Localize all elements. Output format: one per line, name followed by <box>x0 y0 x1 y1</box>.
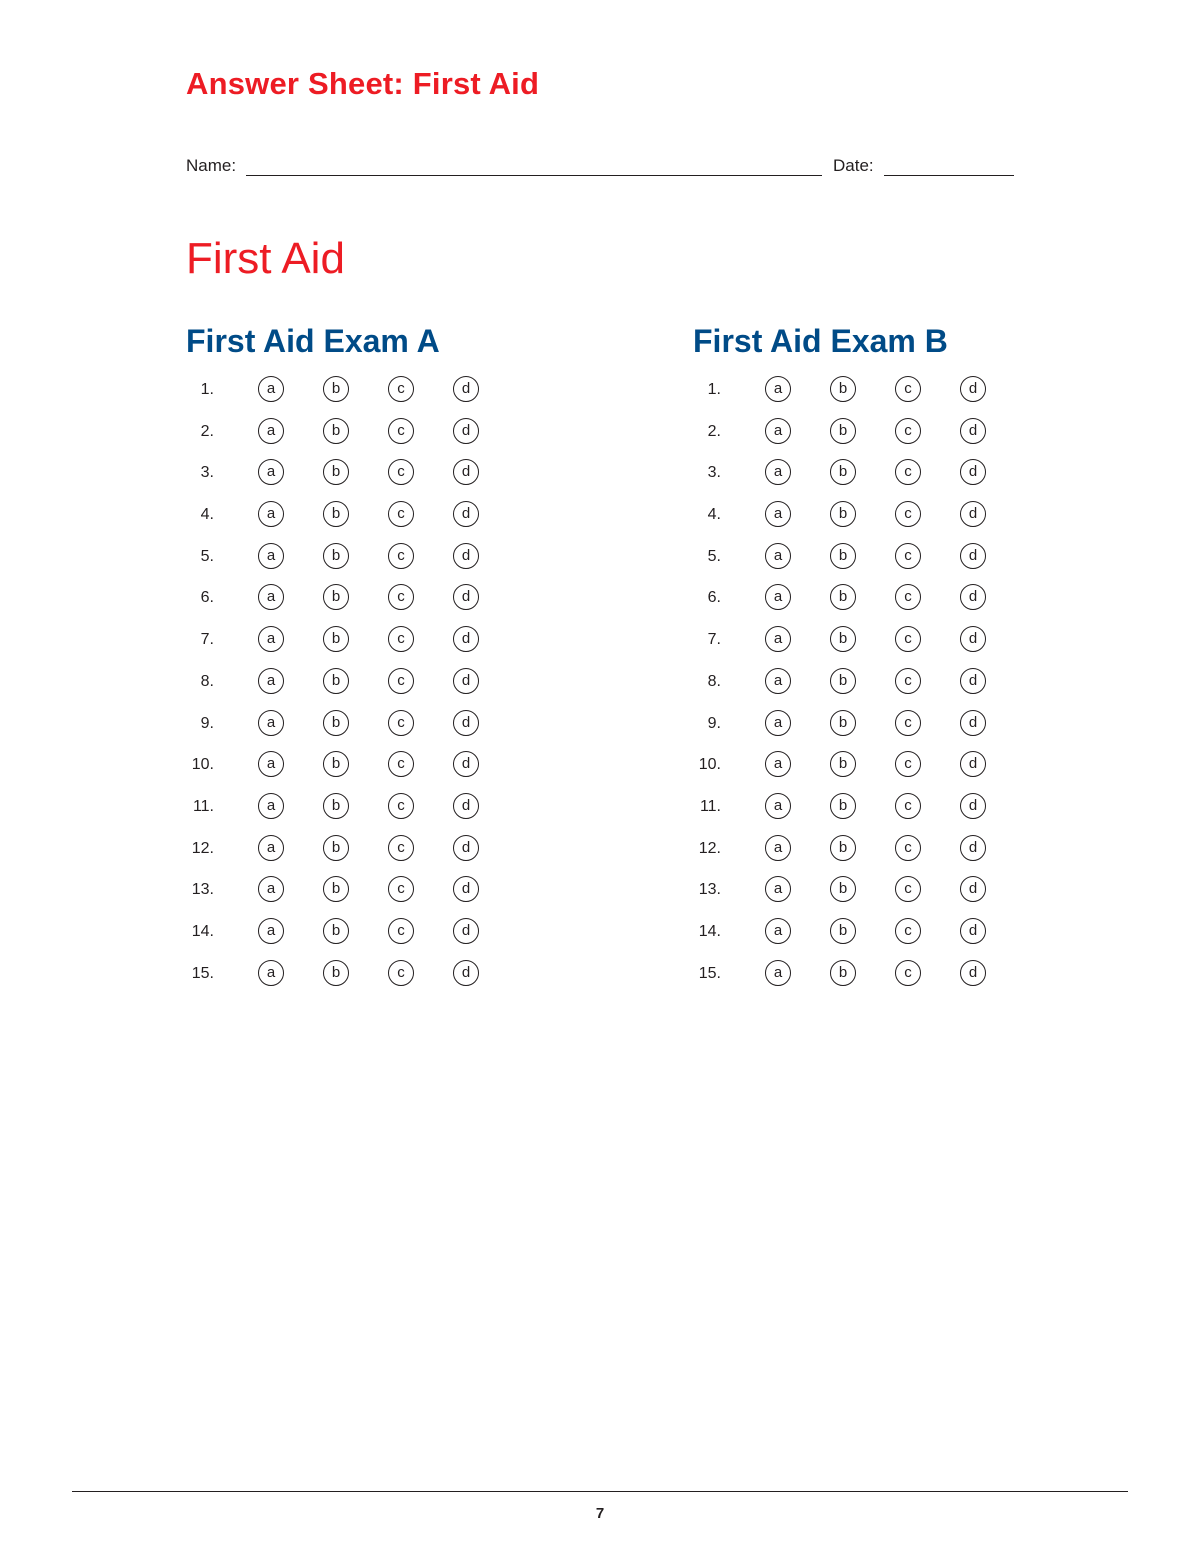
answer-bubble-a[interactable]: a <box>258 626 284 652</box>
answer-bubble-d[interactable]: d <box>453 376 479 402</box>
answer-bubble-a[interactable]: a <box>765 876 791 902</box>
question-row <box>186 705 506 747</box>
question-row <box>693 538 1013 580</box>
answer-bubble-b[interactable]: b <box>323 876 349 902</box>
answer-bubble-d[interactable]: d <box>453 876 479 902</box>
question-row <box>693 955 1013 997</box>
answer-bubble-b[interactable]: b <box>323 418 349 444</box>
answer-bubble-b[interactable]: b <box>830 918 856 944</box>
answer-bubble-c[interactable]: c <box>895 835 921 861</box>
answer-bubble-a[interactable]: a <box>765 960 791 986</box>
answer-bubble-b[interactable]: b <box>323 751 349 777</box>
question-row <box>186 955 506 997</box>
answer-bubble-c[interactable]: c <box>388 793 414 819</box>
answer-bubble-d[interactable]: d <box>960 710 986 736</box>
question-row <box>186 871 506 913</box>
answer-bubble-b[interactable]: b <box>830 543 856 569</box>
answer-bubble-b[interactable]: b <box>830 710 856 736</box>
answer-bubble-c[interactable]: c <box>388 584 414 610</box>
answer-bubble-b[interactable]: b <box>323 626 349 652</box>
question-row <box>186 496 506 538</box>
answer-bubble-d[interactable]: d <box>960 751 986 777</box>
question-number: 11. <box>192 797 214 815</box>
answer-bubble-b[interactable]: b <box>830 584 856 610</box>
question-row <box>693 705 1013 747</box>
answer-bubble-a[interactable]: a <box>258 793 284 819</box>
question-number: 14. <box>191 922 214 940</box>
answer-bubble-a[interactable]: a <box>765 918 791 944</box>
name-label: Name: <box>186 156 237 175</box>
answer-bubble-a[interactable]: a <box>258 584 284 610</box>
answer-bubble-a[interactable]: a <box>258 876 284 902</box>
answer-bubble-c[interactable]: c <box>895 418 921 444</box>
question-row <box>693 496 1013 538</box>
question-row <box>693 663 1013 705</box>
question-number: 10. <box>698 756 721 774</box>
answer-bubble-b[interactable]: b <box>830 459 856 485</box>
answer-bubble-b[interactable]: b <box>830 960 856 986</box>
question-row <box>693 746 1013 788</box>
answer-bubble-a[interactable]: a <box>765 793 791 819</box>
answer-bubble-a[interactable]: a <box>765 835 791 861</box>
answer-bubble-c[interactable]: c <box>388 918 414 944</box>
answer-bubble-a[interactable]: a <box>765 418 791 444</box>
answer-bubble-b[interactable]: b <box>323 960 349 986</box>
answer-bubble-b[interactable]: b <box>830 793 856 819</box>
date-label: Date: <box>833 156 874 175</box>
answer-bubble-c[interactable]: c <box>388 960 414 986</box>
answer-bubble-d[interactable]: d <box>453 584 479 610</box>
question-number: 5. <box>200 547 214 565</box>
answer-bubble-d[interactable]: d <box>453 793 479 819</box>
answer-bubble-a[interactable]: a <box>765 501 791 527</box>
section-title: First Aid <box>186 234 345 283</box>
answer-bubble-d[interactable]: d <box>960 918 986 944</box>
question-number: 12. <box>191 839 214 857</box>
exam-b-questions <box>693 371 1013 996</box>
question-number: 1. <box>707 381 721 398</box>
exam-b-title: First Aid Exam B <box>693 323 948 359</box>
answer-bubble-d[interactable]: d <box>960 960 986 986</box>
answer-bubble-c[interactable]: c <box>895 668 921 694</box>
question-row <box>693 413 1013 455</box>
question-row <box>186 371 506 413</box>
footer-divider <box>72 1491 1128 1492</box>
question-row <box>693 371 1013 413</box>
question-row <box>693 788 1013 830</box>
answer-bubble-b[interactable]: b <box>830 418 856 444</box>
answer-bubble-c[interactable]: c <box>388 418 414 444</box>
answer-bubble-a[interactable]: a <box>765 668 791 694</box>
question-row <box>693 871 1013 913</box>
answer-bubble-c[interactable]: c <box>388 626 414 652</box>
answer-bubble-c[interactable]: c <box>895 459 921 485</box>
exam-a-title: First Aid Exam A <box>186 323 440 359</box>
question-number: 13. <box>191 881 214 899</box>
question-row <box>693 579 1013 621</box>
question-row <box>693 830 1013 872</box>
answer-bubble-a[interactable]: a <box>258 668 284 694</box>
answer-bubble-a[interactable]: a <box>765 376 791 402</box>
answer-bubble-d[interactable]: d <box>453 668 479 694</box>
answer-bubble-c[interactable]: c <box>388 501 414 527</box>
answer-bubble-b[interactable]: b <box>323 668 349 694</box>
question-number: 5. <box>707 547 721 565</box>
answer-bubble-d[interactable]: d <box>960 584 986 610</box>
answer-bubble-b[interactable]: b <box>323 835 349 861</box>
question-number: 15. <box>698 964 721 982</box>
answer-bubble-c[interactable]: c <box>895 584 921 610</box>
answer-bubble-a[interactable]: a <box>258 751 284 777</box>
exam-b-block <box>693 320 1013 996</box>
answer-bubble-c[interactable]: c <box>388 710 414 736</box>
answer-bubble-d[interactable]: d <box>960 376 986 402</box>
answer-bubble-c[interactable]: c <box>388 459 414 485</box>
answer-bubble-b[interactable]: b <box>323 459 349 485</box>
answer-bubble-d[interactable]: d <box>960 543 986 569</box>
question-number: 3. <box>707 464 721 482</box>
answer-bubble-c[interactable]: c <box>895 626 921 652</box>
question-row <box>693 454 1013 496</box>
answer-bubble-b[interactable]: b <box>830 751 856 777</box>
answer-bubble-c[interactable]: c <box>388 376 414 402</box>
answer-bubble-d[interactable]: d <box>960 793 986 819</box>
answer-bubble-a[interactable]: a <box>765 626 791 652</box>
answer-bubble-d[interactable]: d <box>453 626 479 652</box>
answer-bubble-b[interactable]: b <box>323 543 349 569</box>
date-field-line[interactable] <box>884 175 1014 176</box>
answer-bubble-d[interactable]: d <box>960 835 986 861</box>
answer-bubble-b[interactable]: b <box>323 501 349 527</box>
answer-bubble-b[interactable]: b <box>830 876 856 902</box>
question-row <box>186 913 506 955</box>
question-row <box>186 579 506 621</box>
answer-bubble-c[interactable]: c <box>895 793 921 819</box>
answer-bubble-c[interactable]: c <box>895 876 921 902</box>
question-number: 7. <box>707 631 721 649</box>
answer-bubble-d[interactable]: d <box>960 418 986 444</box>
question-row <box>186 621 506 663</box>
answer-bubble-b[interactable]: b <box>323 376 349 402</box>
question-row <box>186 746 506 788</box>
name-date-row <box>186 156 1016 180</box>
question-number: 6. <box>707 589 721 607</box>
answer-bubble-c[interactable]: c <box>388 835 414 861</box>
answer-bubble-c[interactable]: c <box>895 710 921 736</box>
question-number: 2. <box>707 422 721 440</box>
question-number: 2. <box>200 422 214 440</box>
answer-bubble-b[interactable]: b <box>323 710 349 736</box>
question-number: 12. <box>698 839 721 857</box>
answer-bubble-d[interactable]: d <box>453 835 479 861</box>
question-row <box>186 788 506 830</box>
exam-a-block <box>186 320 506 996</box>
question-number: 13. <box>698 881 721 899</box>
answer-bubble-a[interactable]: a <box>765 584 791 610</box>
question-row <box>186 413 506 455</box>
answer-bubble-a[interactable]: a <box>765 459 791 485</box>
answer-bubble-c[interactable]: c <box>388 668 414 694</box>
answer-bubble-d[interactable]: d <box>960 876 986 902</box>
answer-bubble-c[interactable]: c <box>388 751 414 777</box>
answer-bubble-a[interactable]: a <box>258 710 284 736</box>
question-row <box>693 621 1013 663</box>
question-number: 14. <box>698 922 721 940</box>
answer-bubble-d[interactable]: d <box>960 668 986 694</box>
answer-bubble-b[interactable]: b <box>830 626 856 652</box>
question-number: 3. <box>200 464 214 482</box>
sheet-title: Answer Sheet: First Aid <box>186 66 540 101</box>
question-number: 8. <box>200 672 214 690</box>
exam-a-questions <box>186 371 506 996</box>
question-row <box>186 454 506 496</box>
answer-bubble-a[interactable]: a <box>258 835 284 861</box>
answer-bubble-a[interactable]: a <box>258 459 284 485</box>
question-number: 1. <box>200 381 214 398</box>
answer-bubble-d[interactable]: d <box>453 710 479 736</box>
answer-bubble-c[interactable]: c <box>895 751 921 777</box>
answer-bubble-d[interactable]: d <box>453 751 479 777</box>
answer-bubble-d[interactable]: d <box>960 459 986 485</box>
question-number: 4. <box>200 506 214 524</box>
answer-bubble-d[interactable]: d <box>960 626 986 652</box>
answer-bubble-c[interactable]: c <box>895 501 921 527</box>
answer-bubble-d[interactable]: d <box>453 960 479 986</box>
answer-bubble-a[interactable]: a <box>258 543 284 569</box>
answer-bubble-a[interactable]: a <box>765 710 791 736</box>
question-number: 6. <box>200 589 214 607</box>
question-row <box>186 538 506 580</box>
answer-bubble-c[interactable]: c <box>895 376 921 402</box>
answer-bubble-b[interactable]: b <box>323 584 349 610</box>
answer-bubble-a[interactable]: a <box>765 543 791 569</box>
answer-bubble-b[interactable]: b <box>323 793 349 819</box>
question-row <box>693 913 1013 955</box>
answer-bubble-b[interactable]: b <box>830 501 856 527</box>
answer-bubble-d[interactable]: d <box>453 459 479 485</box>
answer-bubble-b[interactable]: b <box>830 376 856 402</box>
answer-bubble-b[interactable]: b <box>323 918 349 944</box>
answer-bubble-d[interactable]: d <box>453 418 479 444</box>
name-field-line[interactable] <box>246 175 822 176</box>
answer-bubble-b[interactable]: b <box>830 668 856 694</box>
answer-bubble-a[interactable]: a <box>258 501 284 527</box>
answer-bubble-b[interactable]: b <box>830 835 856 861</box>
answer-bubble-c[interactable]: c <box>895 543 921 569</box>
answer-bubble-a[interactable]: a <box>258 418 284 444</box>
answer-bubble-a[interactable]: a <box>258 918 284 944</box>
question-number: 11. <box>699 797 721 815</box>
answer-bubble-a[interactable]: a <box>258 960 284 986</box>
answer-bubble-c[interactable]: c <box>388 543 414 569</box>
answer-bubble-c[interactable]: c <box>895 918 921 944</box>
question-number: 15. <box>191 964 214 982</box>
question-number: 7. <box>200 631 214 649</box>
answer-bubble-d[interactable]: d <box>453 543 479 569</box>
answer-bubble-a[interactable]: a <box>765 751 791 777</box>
question-number: 10. <box>191 756 214 774</box>
question-number: 9. <box>707 714 721 732</box>
question-row <box>186 830 506 872</box>
question-number: 9. <box>200 714 214 732</box>
page-number: 7 <box>595 1505 605 1522</box>
answer-bubble-a[interactable]: a <box>258 376 284 402</box>
answer-bubble-d[interactable]: d <box>453 918 479 944</box>
answer-bubble-c[interactable]: c <box>388 876 414 902</box>
answer-bubble-d[interactable]: d <box>453 501 479 527</box>
answer-bubble-c[interactable]: c <box>895 960 921 986</box>
question-row <box>186 663 506 705</box>
question-number: 4. <box>707 506 721 524</box>
question-number: 8. <box>707 672 721 690</box>
answer-bubble-d[interactable]: d <box>960 501 986 527</box>
